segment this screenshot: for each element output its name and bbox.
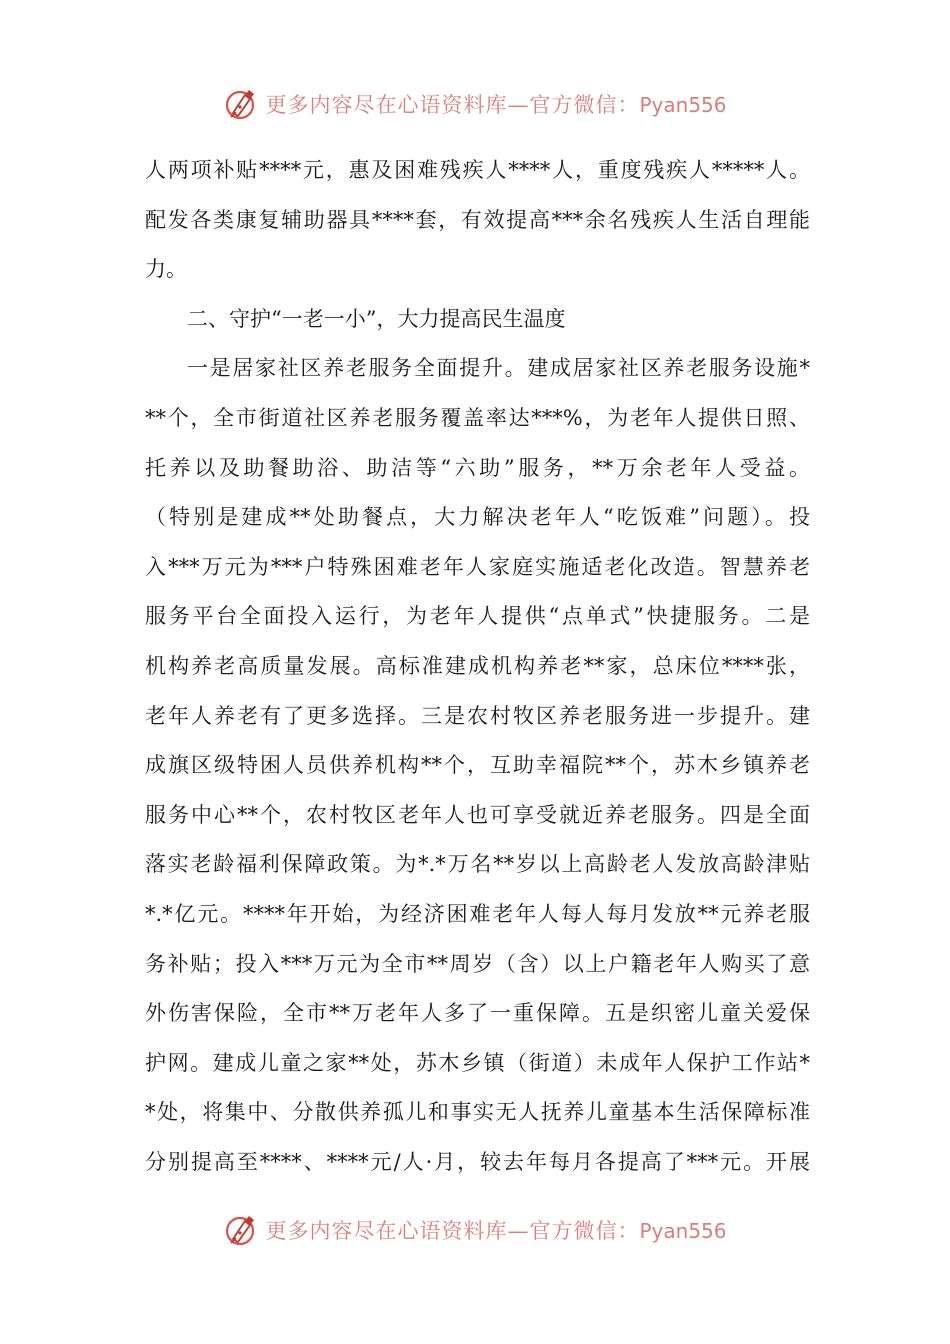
paragraph-line: 服务中心**个，农村牧区老年人也可享受就近养老服务。四是全面 [145,802,810,827]
paragraph-line: 分别提高至****、****元/人·月，较去年每月各提高了***元。开展 [145,1149,810,1174]
paragraph-line: 人两项补贴****元，惠及困难残疾人****人，重度残疾人*****人。 [145,158,810,182]
wechat-id: Pyan556 [639,93,727,117]
paragraph-line: 入***万元为***户特殊困难老年人家庭实施适老化改造。智慧养老 [145,554,810,579]
watermark-banner-top [0,84,950,124]
paragraph-line: 外伤害保险，全市**万老年人多了一重保障。五是织密儿童关爱保 [145,1001,810,1026]
paragraph-line: 成旗区级特困人员供养机构**个，互助幸福院**个，苏木乡镇养老 [145,753,810,778]
paragraph-line: *处，将集中、分散供养孤儿和事实无人抚养儿童基本生活保障标准 [145,1100,810,1125]
document-body [145,146,810,1187]
paragraph-line: 服务平台全面投入运行，为老年人提供“点单式”快捷服务。二是 [145,604,810,629]
paragraph-line: **个，全市街道社区养老服务覆盖率达***%，为老年人提供日照、 [145,405,810,430]
pen-nib-circle-icon [223,1212,259,1248]
paragraph-line: 落实老龄福利保障政策。为*.*万名**岁以上高龄老人发放高龄津贴 [145,852,810,877]
paragraph-line: 务补贴；投入***万元为全市**周岁（含）以上户籍老年人购买了意 [145,951,810,976]
watermark-text: 更多内容尽在心语资料库—官方微信：Pyan556 [265,93,727,117]
paragraph-line: 配发各类康复辅助器具****套，有效提高***余名残疾人生活自理能 [145,207,810,232]
watermark-banner-bottom [0,1210,950,1250]
section-heading: 二、守护“一老一小”，大力提高民生温度 [187,306,566,331]
paragraph-line: 老年人养老有了更多选择。三是农村牧区养老服务进一步提升。建 [145,703,810,728]
paragraph-line: （特别是建成**处助餐点，大力解决老年人“吃饭难”问题）。投 [145,505,810,530]
paragraph-line: 力。 [145,257,187,282]
paragraph-line: 护网。建成儿童之家**处，苏木乡镇（街道）未成年人保护工作站* [145,1050,810,1075]
watermark-text: 更多内容尽在心语资料库—官方微信：Pyan556 [265,1219,727,1243]
paragraph-line: 一是居家社区养老服务全面提升。建成居家社区养老服务设施* [187,356,810,381]
paragraph-line: *.*亿元。****年开始，为经济困难老年人每人每月发放**元养老服 [145,901,810,926]
paragraph-line: 机构养老高质量发展。高标准建成机构养老**家，总床位****张， [145,653,810,678]
paragraph-line: 托养以及助餐助浴、助洁等“六助”服务，**万余老年人受益。 [145,455,810,480]
wechat-id: Pyan556 [639,1219,727,1243]
pen-nib-circle-icon [223,86,259,122]
